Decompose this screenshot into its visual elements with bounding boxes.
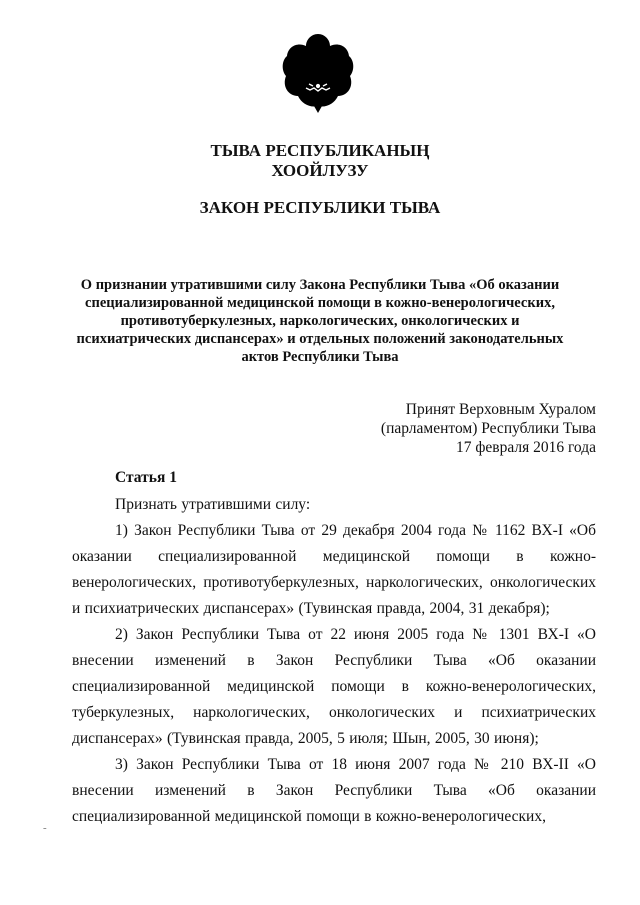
margin-mark: -: [43, 822, 47, 834]
article-paragraph: 2) Закон Республики Тыва от 22 июня 2005 года № 1301 ВХ-I «О внесении изменений в Закон Республики Тыва «Об оказании специализированной медицинской помощи в кожно-венерологических, туберкулезных, наркологических, онкологических и психиатрических диспансерах» (Тувинская правда, 2005, 5 июля; Шын, 2005, 30 июня);: [72, 626, 596, 747]
law-subject: О признании утратившими силу Закона Республики Тыва «Об оказании специализированной медицинской помощи в кожно-венерологических, противотуберкулезных, наркологических, онкологических и психиатрических диспансерах» и отдельных положений законодательных актов Республики Тыва: [76, 277, 564, 365]
article-title: Статья 1: [115, 469, 177, 486]
tuva-emblem-icon: [280, 30, 356, 114]
article-paragraph: 3) Закон Республики Тыва от 18 июня 2007 года № 210 ВХ-II «О внесении изменений в Закон Республики Тыва «Об оказании специализированной медицинской помощи в кожно-венерологических,: [72, 756, 596, 825]
adoption-line-1: Принят Верховным Хуралом: [405, 401, 596, 418]
article-paragraph: 1) Закон Республики Тыва от 29 декабря 2004 года № 1162 ВХ-I «Об оказании специализированной медицинской помощи в кожно-венерологических, противотуберкулезных, наркологических, онкологических и психиатрических диспансерах» (Тувинская правда, 2004, 31 декабря);: [72, 522, 596, 617]
header-line-1: ТЫВА РЕСПУБЛИКАНЫҢ: [210, 141, 430, 160]
article-body: [72, 492, 596, 830]
header-line-2: ХООЙЛУЗУ: [271, 161, 369, 180]
article-paragraph: Признать утратившими силу:: [115, 496, 311, 513]
law-title: ЗАКОН РЕСПУБЛИКИ ТЫВА: [199, 198, 441, 217]
adoption-line-2: (парламентом) Республики Тыва: [380, 420, 596, 437]
adoption-date: 17 февраля 2016 года: [455, 439, 596, 456]
adoption-info: [381, 400, 596, 457]
